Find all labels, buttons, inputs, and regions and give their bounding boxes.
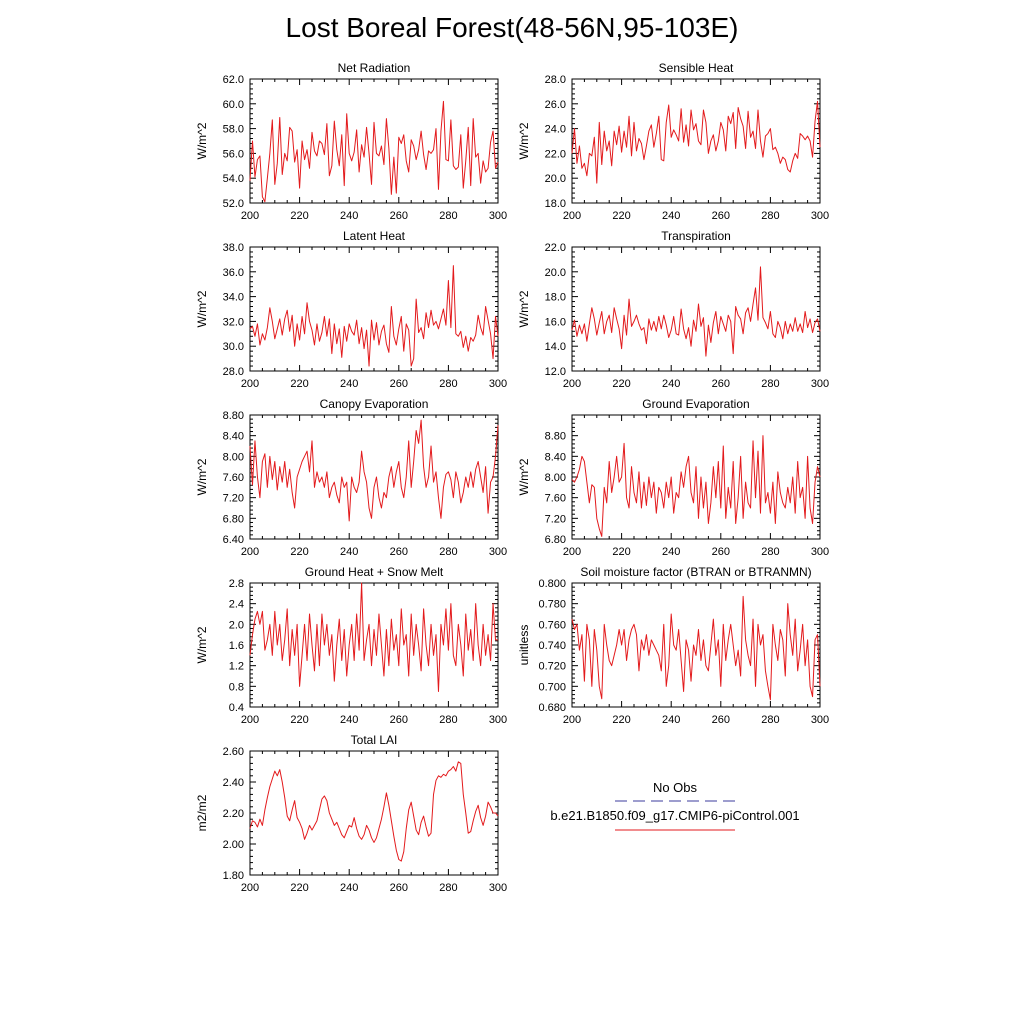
- x-tick-label: 220: [290, 546, 309, 558]
- y-tick-label: 7.20: [544, 513, 566, 526]
- y-tick-label: 38.0: [222, 242, 244, 254]
- y-tick-label: 22.0: [544, 148, 566, 161]
- x-tick-label: 240: [662, 714, 681, 726]
- y-tick-label: 2.20: [222, 808, 244, 820]
- y-tick-label: 7.60: [222, 472, 244, 484]
- panel-6: [517, 397, 829, 558]
- x-tick-label: 240: [662, 210, 681, 222]
- y-tick-label: 32.0: [222, 316, 244, 329]
- y-tick-label: 54.0: [222, 173, 244, 186]
- y-axis-label: W/m^2: [517, 122, 531, 160]
- series-line: [250, 420, 498, 521]
- x-tick-label: 200: [562, 210, 582, 222]
- panel-2: [517, 61, 829, 222]
- panel-title: Canopy Evaporation: [319, 397, 429, 411]
- y-axis-label: W/m^2: [195, 458, 209, 496]
- x-tick-label: 200: [240, 714, 260, 726]
- y-tick-label: 6.80: [222, 513, 244, 526]
- x-tick-label: 240: [340, 714, 359, 726]
- y-tick-label: 28.0: [544, 74, 566, 86]
- series-line: [250, 583, 498, 692]
- y-tick-label: 8.00: [222, 451, 244, 464]
- x-tick-label: 300: [810, 210, 830, 222]
- x-tick-label: 220: [290, 714, 309, 726]
- x-tick-label: 300: [488, 546, 508, 558]
- x-tick-label: 260: [711, 378, 730, 390]
- x-tick-label: 220: [612, 210, 631, 222]
- y-tick-label: 20.0: [544, 173, 566, 186]
- panel-1: [195, 61, 507, 222]
- plot-frame: [572, 247, 820, 371]
- x-tick-label: 300: [488, 210, 508, 222]
- y-tick-label: 2.60: [222, 746, 244, 758]
- y-tick-label: 0.760: [538, 619, 566, 632]
- x-tick-label: 240: [662, 546, 681, 558]
- series-line: [250, 101, 498, 201]
- panel-8: [517, 565, 829, 726]
- x-tick-label: 260: [389, 378, 408, 390]
- y-axis-label: W/m^2: [195, 290, 209, 328]
- legend: [550, 780, 799, 830]
- y-tick-label: 0.720: [538, 660, 566, 673]
- panel-title: Latent Heat: [342, 229, 406, 243]
- panel-title: Net Radiation: [337, 61, 411, 75]
- x-tick-label: 240: [340, 378, 359, 390]
- x-tick-label: 200: [562, 546, 582, 558]
- y-tick-label: 2.0: [228, 619, 244, 632]
- x-tick-label: 260: [711, 546, 730, 558]
- x-tick-label: 280: [439, 714, 458, 726]
- x-tick-label: 280: [439, 378, 458, 390]
- x-tick-label: 260: [389, 210, 408, 222]
- y-tick-label: 6.80: [544, 534, 566, 546]
- x-tick-label: 240: [662, 378, 681, 390]
- x-tick-label: 280: [439, 882, 458, 894]
- y-axis-label: unitless: [517, 624, 531, 666]
- y-tick-label: 0.8: [228, 681, 244, 694]
- x-tick-label: 280: [439, 546, 458, 558]
- plot-frame: [250, 247, 498, 371]
- y-tick-label: 8.80: [222, 410, 244, 422]
- plot-frame: [250, 415, 498, 539]
- x-tick-label: 220: [290, 210, 309, 222]
- x-tick-label: 200: [240, 210, 260, 222]
- x-tick-label: 300: [488, 882, 508, 894]
- x-tick-label: 300: [488, 714, 508, 726]
- x-tick-label: 260: [389, 882, 408, 894]
- y-tick-label: 58.0: [222, 123, 244, 136]
- panel-title: Total LAI: [350, 733, 398, 747]
- y-tick-label: 26.0: [544, 98, 566, 111]
- y-tick-label: 20.0: [544, 266, 566, 279]
- x-tick-label: 200: [562, 714, 582, 726]
- series-line: [572, 101, 820, 183]
- y-tick-label: 7.20: [222, 492, 244, 505]
- panel-title: Ground Evaporation: [642, 397, 750, 411]
- x-tick-label: 220: [612, 378, 631, 390]
- y-tick-label: 34.0: [222, 291, 244, 304]
- y-tick-label: 12.0: [544, 366, 566, 378]
- y-tick-label: 8.40: [222, 430, 244, 443]
- y-tick-label: 22.0: [544, 242, 566, 254]
- panel-3: [195, 229, 507, 390]
- y-tick-label: 18.0: [544, 291, 566, 304]
- y-axis-label: W/m^2: [195, 122, 209, 160]
- y-tick-label: 60.0: [222, 98, 244, 111]
- y-tick-label: 2.8: [228, 578, 244, 590]
- x-tick-label: 300: [810, 546, 830, 558]
- y-tick-label: 52.0: [222, 198, 244, 210]
- y-tick-label: 2.00: [222, 839, 244, 851]
- x-tick-label: 260: [711, 210, 730, 222]
- series-line: [250, 266, 498, 366]
- y-axis-label: W/m^2: [517, 290, 531, 328]
- x-tick-label: 220: [290, 882, 309, 894]
- panel-title: Ground Heat + Snow Melt: [304, 565, 444, 579]
- y-tick-label: 1.6: [228, 640, 244, 652]
- y-tick-label: 14.0: [544, 341, 566, 354]
- series-line: [572, 267, 820, 356]
- y-tick-label: 8.40: [544, 451, 566, 464]
- y-tick-label: 0.4: [228, 702, 244, 714]
- y-tick-label: 0.780: [538, 598, 566, 611]
- y-tick-label: 30.0: [222, 341, 244, 354]
- x-tick-label: 280: [761, 210, 780, 222]
- panel-9: [195, 733, 507, 894]
- y-tick-label: 18.0: [544, 198, 566, 210]
- panel-5: [195, 397, 507, 558]
- y-tick-label: 0.680: [538, 702, 566, 714]
- y-tick-label: 2.40: [222, 777, 244, 789]
- x-tick-label: 280: [761, 546, 780, 558]
- x-tick-label: 200: [240, 882, 260, 894]
- y-tick-label: 16.0: [544, 316, 566, 329]
- x-tick-label: 260: [389, 546, 408, 558]
- y-tick-label: 56.0: [222, 148, 244, 161]
- panel-4: [517, 229, 829, 390]
- series-line: [572, 436, 820, 537]
- panel-title: Soil moisture factor (BTRAN or BTRANMN): [580, 565, 812, 579]
- x-tick-label: 240: [340, 210, 359, 222]
- x-tick-label: 220: [612, 546, 631, 558]
- legend-model-label: b.e21.B1850.f09_g17.CMIP6-piControl.001: [550, 808, 800, 823]
- panel-7: [195, 565, 507, 726]
- x-tick-label: 260: [389, 714, 408, 726]
- y-tick-label: 2.4: [228, 598, 244, 611]
- panel-title: Transpiration: [661, 229, 731, 243]
- x-tick-label: 280: [439, 210, 458, 222]
- x-tick-label: 240: [340, 882, 359, 894]
- y-tick-label: 1.2: [228, 660, 244, 673]
- legend-obs-label: No Obs: [652, 780, 698, 795]
- y-axis-label: W/m^2: [517, 458, 531, 496]
- y-tick-label: 1.80: [222, 870, 244, 882]
- panel-title: Sensible Heat: [658, 61, 734, 75]
- series-line: [572, 596, 820, 699]
- y-tick-label: 0.800: [538, 578, 566, 590]
- x-tick-label: 200: [562, 378, 582, 390]
- y-tick-label: 7.60: [544, 492, 566, 505]
- x-tick-label: 280: [761, 714, 780, 726]
- x-tick-label: 300: [488, 378, 508, 390]
- y-tick-label: 8.80: [544, 430, 566, 443]
- y-tick-label: 28.0: [222, 366, 244, 378]
- y-tick-label: 0.700: [538, 681, 566, 694]
- y-tick-label: 36.0: [222, 266, 244, 279]
- x-tick-label: 300: [810, 714, 830, 726]
- y-tick-label: 24.0: [544, 123, 566, 136]
- x-tick-label: 200: [240, 378, 260, 390]
- x-tick-label: 220: [290, 378, 309, 390]
- x-tick-label: 280: [761, 378, 780, 390]
- y-tick-label: 62.0: [222, 74, 244, 86]
- y-tick-label: 0.740: [538, 640, 566, 652]
- x-tick-label: 260: [711, 714, 730, 726]
- x-tick-label: 240: [340, 546, 359, 558]
- y-tick-label: 6.40: [222, 534, 244, 546]
- y-tick-label: 8.00: [544, 472, 566, 484]
- figure-title: Lost Boreal Forest(48-56N,95-103E): [285, 12, 739, 43]
- series-line: [250, 762, 498, 861]
- x-tick-label: 220: [612, 714, 631, 726]
- y-axis-label: W/m^2: [195, 626, 209, 664]
- x-tick-label: 200: [240, 546, 260, 558]
- x-tick-label: 300: [810, 378, 830, 390]
- y-axis-label: m2/m2: [195, 794, 209, 832]
